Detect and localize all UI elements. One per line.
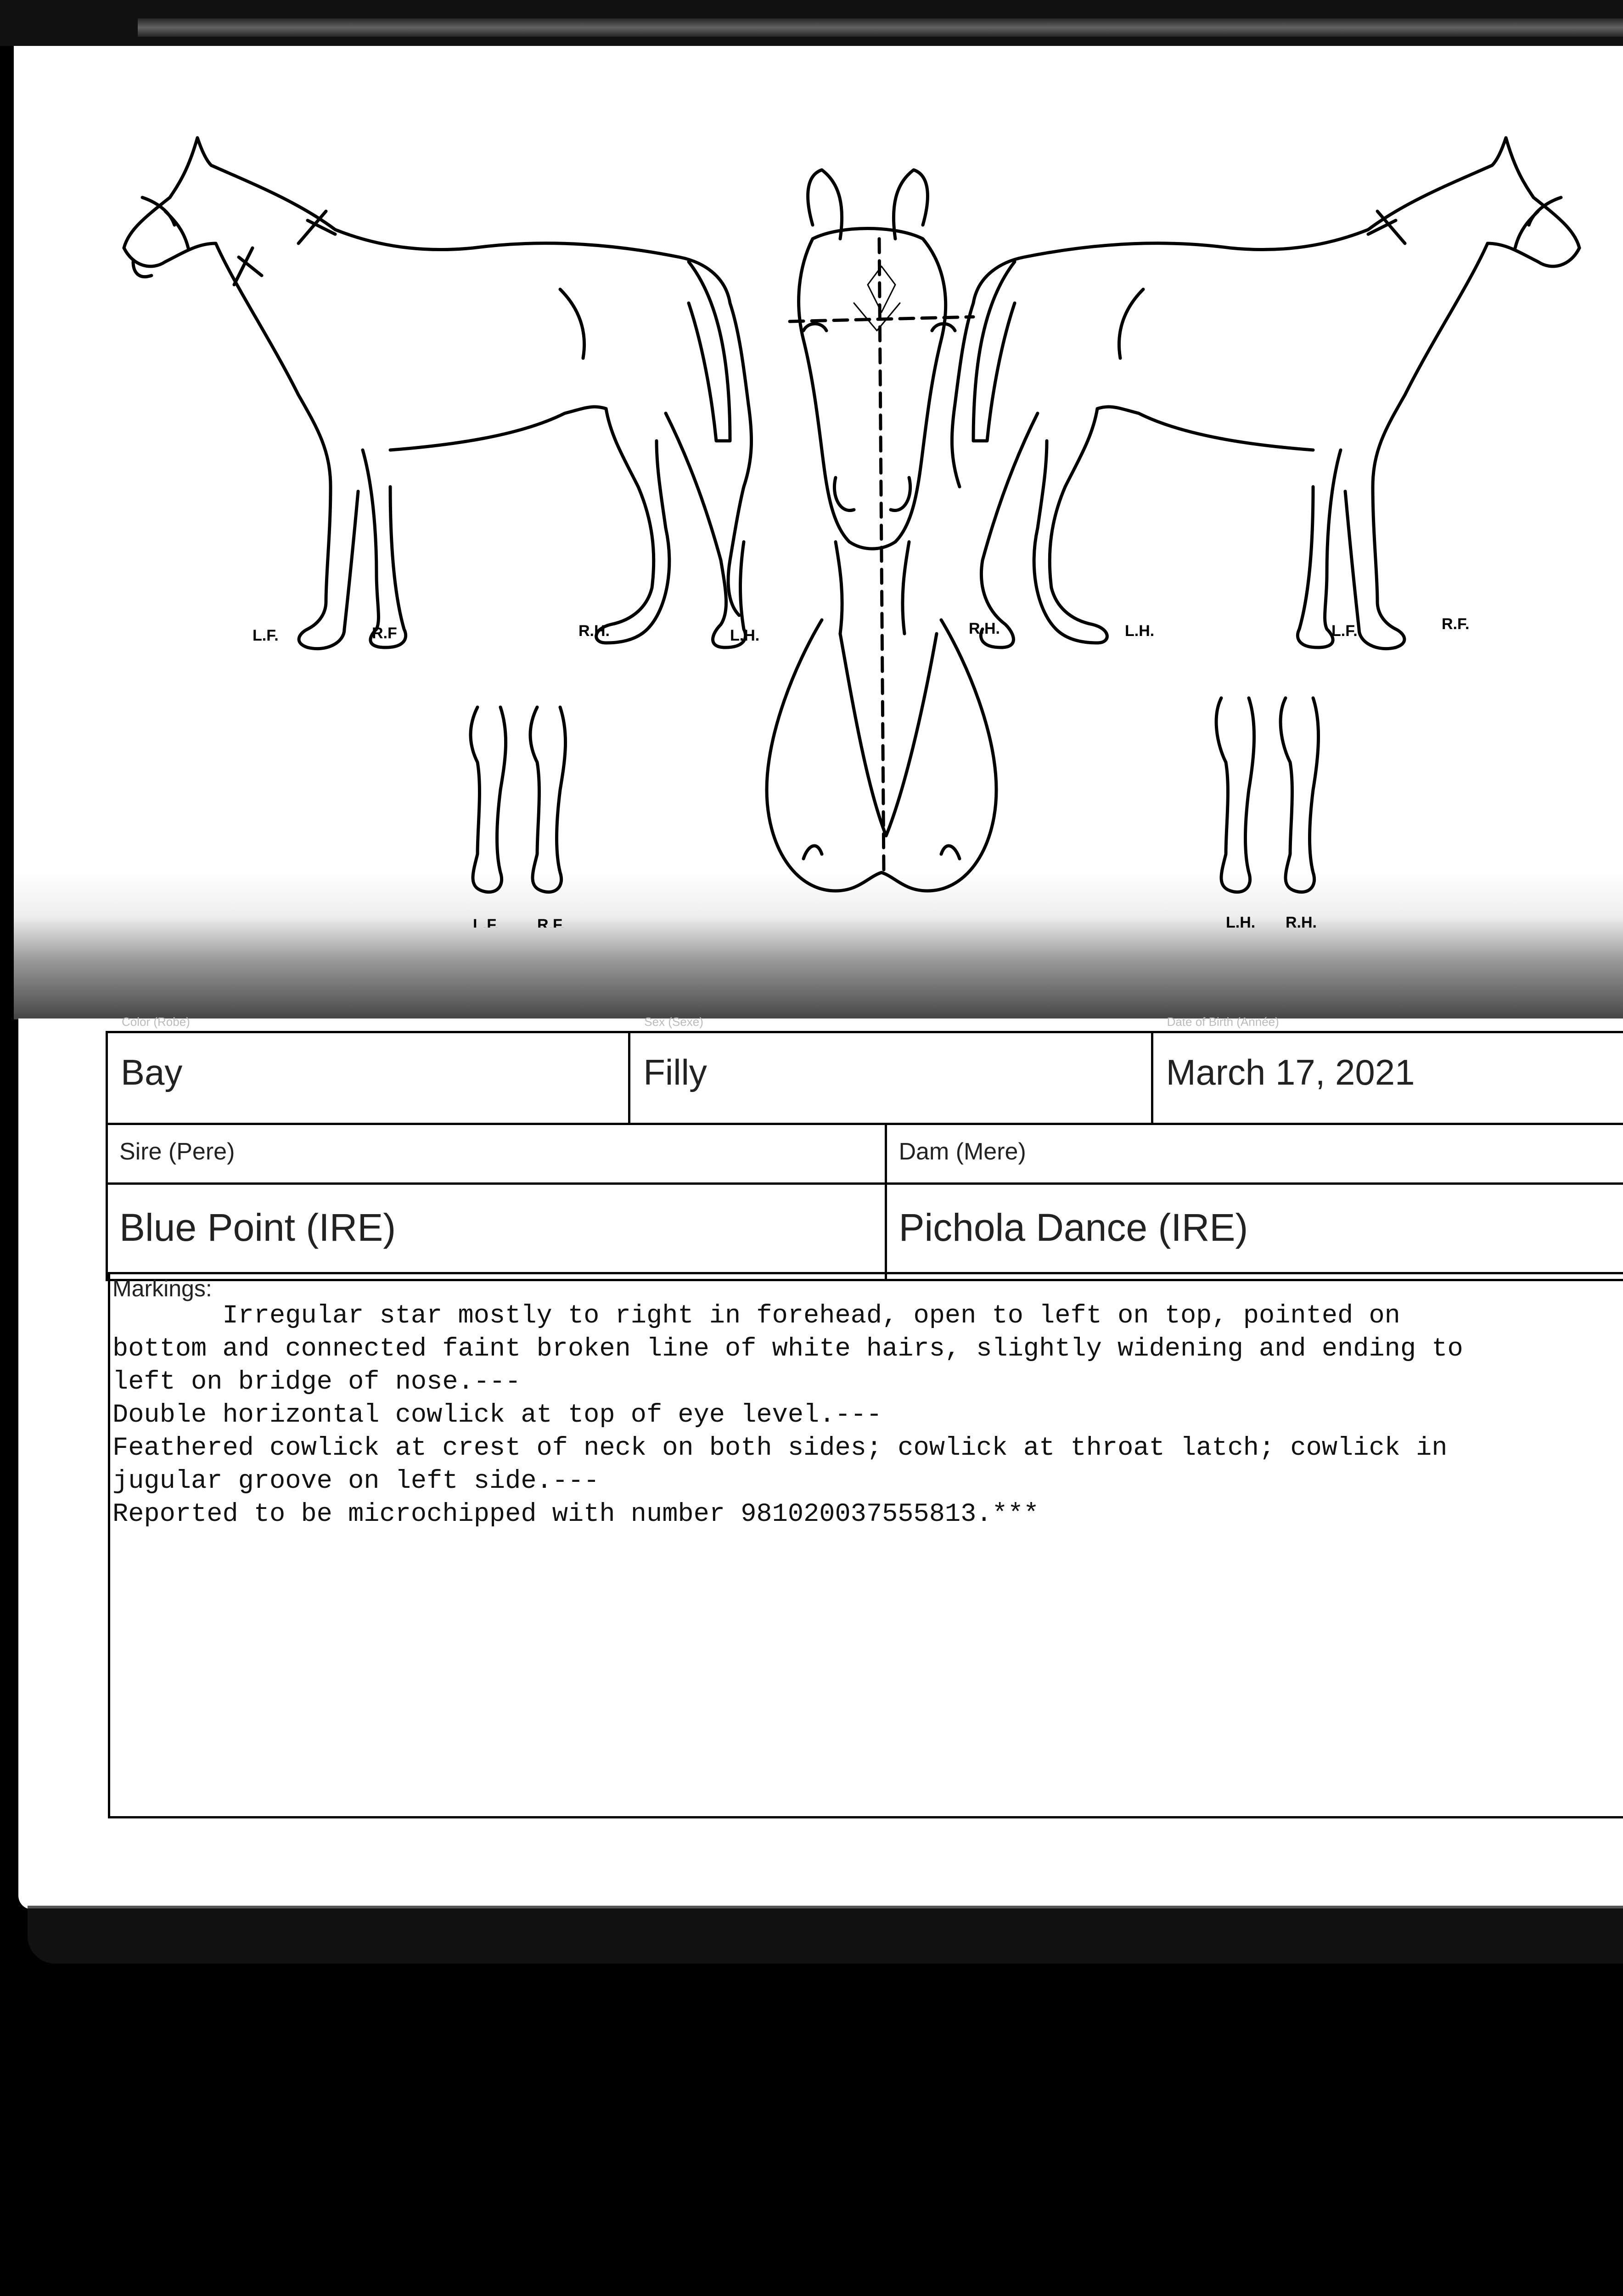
leg-label: L.F. — [253, 627, 279, 644]
leg-label: R.F. — [537, 916, 565, 928]
leg-label: L.H. — [1125, 622, 1155, 640]
sire-value-cell — [108, 1185, 887, 1279]
leg-label: R.H. — [578, 622, 610, 640]
leg-label: L.F. — [1331, 622, 1358, 640]
horse-marking-diagram — [14, 46, 1623, 928]
dam-label: Dam (Mere) — [899, 1138, 1026, 1165]
previous-page-edge — [138, 18, 1623, 37]
page-bottom-edge — [28, 1906, 1623, 1964]
leg-label: R.H. — [969, 620, 1000, 637]
sex-cell — [630, 1015, 1153, 1123]
markings-description — [112, 1300, 1618, 1531]
markings-line: jugular groove on left side.--- — [112, 1467, 600, 1496]
sire-value: Blue Point (IRE) — [119, 1206, 396, 1249]
color-cell — [108, 1015, 630, 1123]
leg-label: R.H. — [1286, 914, 1317, 928]
leg-label: R.F — [372, 625, 397, 642]
front-legs-outline — [471, 707, 566, 892]
dam-value: Pichola Dance (IRE) — [899, 1206, 1248, 1249]
date-of-birth-label: Date of Birth (Année) — [1167, 1015, 1279, 1029]
markings-label: Markings: — [112, 1276, 212, 1301]
color-label: Color (Robe) — [122, 1015, 190, 1029]
hind-legs-outline — [1216, 698, 1318, 892]
dam-value-cell — [887, 1185, 1623, 1279]
color-value: Bay — [121, 1052, 183, 1092]
markings-line: Reported to be microchipped with number 981020037555813.*** — [112, 1500, 1039, 1529]
date-of-birth-cell — [1153, 1015, 1623, 1123]
markings-line: left on bridge of nose.--- — [112, 1367, 521, 1397]
date-of-birth-value: March 17, 2021 — [1166, 1052, 1415, 1092]
parentage-label-row — [106, 1123, 1623, 1182]
dam-label-cell — [887, 1125, 1623, 1182]
leg-label: L.H. — [1226, 914, 1256, 928]
sex-label: Sex (Sexe) — [644, 1015, 703, 1029]
registration-form — [106, 1015, 1623, 1281]
basic-info-row — [106, 1015, 1623, 1123]
front-view-head-outline — [767, 170, 996, 891]
sire-label-cell — [108, 1125, 887, 1182]
left-side-horse-outline — [124, 138, 752, 649]
markings-line: bottom and connected faint broken line of white hairs, slightly widening and ending to — [112, 1334, 1463, 1364]
parentage-value-row — [106, 1182, 1623, 1281]
leg-label: L.F. — [473, 916, 499, 928]
sex-value: Filly — [643, 1052, 707, 1092]
markings-line: Double horizontal cowlick at top of eye level.--- — [112, 1401, 882, 1430]
markings-line: Irregular star mostly to right in forehead, open to left on top, pointed on — [112, 1301, 1400, 1331]
sire-label: Sire (Pere) — [119, 1138, 235, 1165]
markings-box — [108, 1272, 1623, 1818]
markings-line: Feathered cowlick at crest of neck on both sides; cowlick at throat latch; cowlick in — [112, 1434, 1448, 1463]
leg-label: R.F. — [1442, 615, 1470, 633]
right-side-horse-outline — [952, 138, 1579, 649]
leg-label: L.H. — [730, 627, 760, 644]
